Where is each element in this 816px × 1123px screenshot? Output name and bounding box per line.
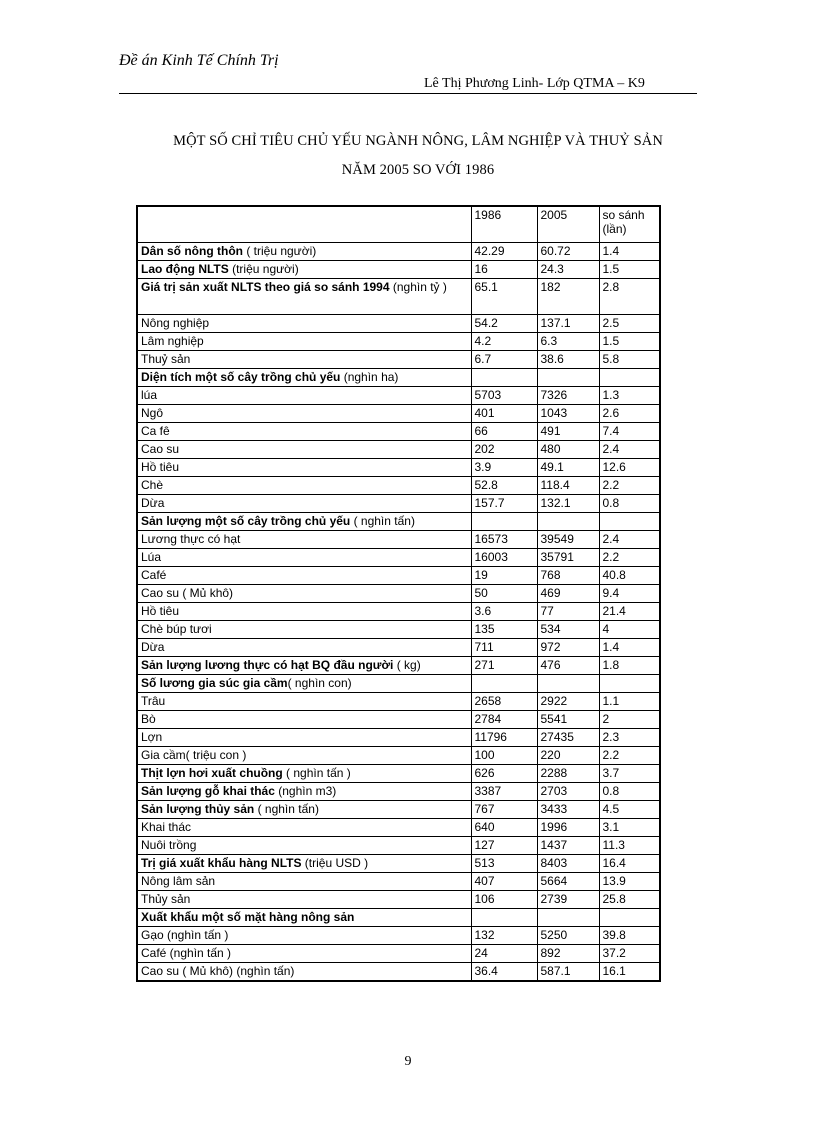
value-1986-cell: 16573 [471, 530, 537, 548]
value-2005-cell: 3433 [537, 800, 599, 818]
ratio-cell: 5.8 [599, 350, 660, 368]
value-2005-cell: 5541 [537, 710, 599, 728]
row-label: lúa [141, 387, 158, 402]
table-row [137, 260, 660, 278]
row-label-cell [137, 872, 471, 890]
ratio-cell: 1.5 [599, 332, 660, 350]
row-label-cell [137, 926, 471, 944]
row-label-cell [137, 368, 471, 386]
table-row [137, 350, 660, 368]
value-2005-cell: 2922 [537, 692, 599, 710]
row-label-cell [137, 476, 471, 494]
value-1986-cell: 3.6 [471, 602, 537, 620]
value-1986-cell: 5703 [471, 386, 537, 404]
value-1986-cell: 202 [471, 440, 537, 458]
value-2005-cell: 118.4 [537, 476, 599, 494]
table-row [137, 332, 660, 350]
value-1986-cell: 711 [471, 638, 537, 656]
table-row [137, 746, 660, 764]
table-row [137, 440, 660, 458]
row-label: Khai thác [141, 819, 192, 834]
row-label: Ngô [141, 405, 164, 420]
ratio-cell: 1.4 [599, 242, 660, 260]
table-row [137, 872, 660, 890]
value-2005-cell: 480 [537, 440, 599, 458]
value-1986-cell: 65.1 [471, 278, 537, 314]
row-unit-note: ( nghìn tấn ) [282, 765, 351, 780]
row-label: Nông nghiệp [141, 315, 210, 330]
value-2005-cell: 892 [537, 944, 599, 962]
row-unit-note: ( nghìn con) [287, 675, 352, 690]
value-2005-cell: 1043 [537, 404, 599, 422]
row-label: Chè [141, 477, 164, 492]
value-1986-cell [471, 908, 537, 926]
table-row [137, 494, 660, 512]
ratio-cell: 3.7 [599, 764, 660, 782]
value-1986-cell [471, 512, 537, 530]
row-label-cell [137, 278, 471, 314]
header-rule [119, 93, 697, 94]
value-1986-cell [471, 368, 537, 386]
row-label-cell [137, 260, 471, 278]
row-label: Sản lượng một số cây trồng chủ yếu [141, 513, 351, 528]
header-cell-ratio: so sánh (lần) [599, 206, 660, 242]
row-label-cell [137, 620, 471, 638]
ratio-cell: 2.8 [599, 278, 660, 314]
value-2005-cell: 220 [537, 746, 599, 764]
table-row [137, 674, 660, 692]
table-header-row [137, 206, 660, 242]
table-row [137, 278, 660, 314]
value-2005-cell: 27435 [537, 728, 599, 746]
value-1986-cell: 135 [471, 620, 537, 638]
ratio-cell: 2.2 [599, 746, 660, 764]
row-unit-note: (nghìn ha) [340, 369, 399, 384]
table-row [137, 764, 660, 782]
ratio-cell: 21.4 [599, 602, 660, 620]
table-row [137, 422, 660, 440]
row-label: Ca fê [141, 423, 170, 438]
ratio-cell: 16.4 [599, 854, 660, 872]
ratio-cell [599, 512, 660, 530]
ratio-cell: 2.4 [599, 440, 660, 458]
table-row [137, 512, 660, 530]
value-1986-cell: 626 [471, 764, 537, 782]
ratio-cell: 13.9 [599, 872, 660, 890]
row-label: Số lương gia súc gia cầm [141, 675, 288, 690]
row-label: Thuỷ sản [141, 351, 191, 366]
row-label: Bò [141, 711, 156, 726]
ratio-cell: 2.2 [599, 476, 660, 494]
value-1986-cell: 127 [471, 836, 537, 854]
ratio-cell: 40.8 [599, 566, 660, 584]
ratio-cell: 7.4 [599, 422, 660, 440]
value-1986-cell: 11796 [471, 728, 537, 746]
value-2005-cell: 1996 [537, 818, 599, 836]
table-row [137, 926, 660, 944]
row-label-cell [137, 908, 471, 926]
value-1986-cell: 42.29 [471, 242, 537, 260]
row-label: Thủy sản [141, 891, 191, 906]
row-label-cell [137, 692, 471, 710]
value-2005-cell: 469 [537, 584, 599, 602]
row-label-cell [137, 386, 471, 404]
row-unit-note: (triệu USD ) [301, 855, 369, 870]
value-1986-cell: 50 [471, 584, 537, 602]
row-label: Xuất khẩu một số mặt hàng nông sản [141, 909, 355, 924]
row-label-cell [137, 566, 471, 584]
value-1986-cell: 24 [471, 944, 537, 962]
table-title-line-1: MỘT SỐ CHỈ TIÊU CHỦ YẾU NGÀNH NÔNG, LÂM NGHIỆP VÀ THUỶ SẢN [173, 133, 663, 149]
value-2005-cell: 5664 [537, 872, 599, 890]
row-label: Thịt lợn hơi xuất chuồng [141, 765, 283, 780]
row-label: Gia cầm( triệu con ) [141, 747, 247, 762]
row-label: Sản lượng gỗ khai thác [141, 783, 275, 798]
row-label: Cao su [141, 441, 180, 456]
table-row [137, 800, 660, 818]
value-1986-cell: 2658 [471, 692, 537, 710]
ratio-cell: 1.4 [599, 638, 660, 656]
value-2005-cell: 132.1 [537, 494, 599, 512]
table-row [137, 782, 660, 800]
table-row [137, 566, 660, 584]
ratio-cell [599, 908, 660, 926]
table-row [137, 890, 660, 908]
value-2005-cell [537, 512, 599, 530]
value-1986-cell: 271 [471, 656, 537, 674]
ratio-cell: 1.1 [599, 692, 660, 710]
row-label-cell [137, 746, 471, 764]
row-label: Nuôi trồng [141, 837, 197, 852]
ratio-cell: 9.4 [599, 584, 660, 602]
value-2005-cell: 1437 [537, 836, 599, 854]
value-2005-cell: 476 [537, 656, 599, 674]
row-label-cell [137, 422, 471, 440]
value-1986-cell: 36.4 [471, 962, 537, 981]
indicator-table [136, 205, 661, 982]
table-row [137, 476, 660, 494]
ratio-cell: 39.8 [599, 926, 660, 944]
value-2005-cell: 5250 [537, 926, 599, 944]
row-label: Cao su ( Mủ khô) (nghìn tấn) [141, 963, 295, 978]
table-row [137, 638, 660, 656]
row-label-cell [137, 242, 471, 260]
row-label: Sản lượng thủy sản [141, 801, 255, 816]
value-2005-cell: 38.6 [537, 350, 599, 368]
ratio-cell: 4 [599, 620, 660, 638]
ratio-cell: 12.6 [599, 458, 660, 476]
row-label-cell [137, 656, 471, 674]
value-2005-cell: 972 [537, 638, 599, 656]
row-label-cell [137, 494, 471, 512]
value-1986-cell: 4.2 [471, 332, 537, 350]
value-2005-cell [537, 908, 599, 926]
row-label-cell [137, 800, 471, 818]
value-2005-cell: 7326 [537, 386, 599, 404]
value-1986-cell: 157.7 [471, 494, 537, 512]
value-2005-cell: 35791 [537, 548, 599, 566]
table-title-line-2: NĂM 2005 SO VỚI 1986 [341, 162, 495, 178]
value-1986-cell: 19 [471, 566, 537, 584]
row-label-cell [137, 314, 471, 332]
row-label-cell [137, 530, 471, 548]
table-row [137, 458, 660, 476]
table-row [137, 728, 660, 746]
row-label-cell [137, 548, 471, 566]
row-label-cell [137, 764, 471, 782]
value-1986-cell: 3.9 [471, 458, 537, 476]
row-label-cell [137, 728, 471, 746]
row-label: Café [141, 567, 167, 582]
row-label-cell [137, 854, 471, 872]
value-1986-cell [471, 674, 537, 692]
value-1986-cell: 132 [471, 926, 537, 944]
row-label: Giá trị sản xuất NLTS theo giá so sánh 1994 [141, 279, 390, 294]
row-label-cell [137, 584, 471, 602]
ratio-cell: 2 [599, 710, 660, 728]
value-1986-cell: 407 [471, 872, 537, 890]
table-row [137, 656, 660, 674]
table-row [137, 242, 660, 260]
value-1986-cell: 767 [471, 800, 537, 818]
value-1986-cell: 52.8 [471, 476, 537, 494]
value-2005-cell: 491 [537, 422, 599, 440]
value-1986-cell: 640 [471, 818, 537, 836]
ratio-cell: 1.5 [599, 260, 660, 278]
row-label: Diện tích một số cây trồng chủ yếu [141, 369, 341, 384]
ratio-cell [599, 674, 660, 692]
value-1986-cell: 2784 [471, 710, 537, 728]
ratio-cell: 2.6 [599, 404, 660, 422]
value-2005-cell: 534 [537, 620, 599, 638]
row-label-cell [137, 350, 471, 368]
header-cell-1986: 1986 [471, 206, 537, 242]
ratio-cell: 37.2 [599, 944, 660, 962]
value-2005-cell: 2703 [537, 782, 599, 800]
row-label-cell [137, 710, 471, 728]
ratio-cell: 25.8 [599, 890, 660, 908]
value-2005-cell: 2739 [537, 890, 599, 908]
row-label-cell [137, 602, 471, 620]
row-label-cell [137, 638, 471, 656]
value-1986-cell: 54.2 [471, 314, 537, 332]
table-row [137, 386, 660, 404]
row-label-cell [137, 332, 471, 350]
row-label-cell [137, 890, 471, 908]
value-2005-cell: 768 [537, 566, 599, 584]
row-label: Sản lượng lương thực có hạt BQ đầu người [141, 657, 394, 672]
row-label: Dừa [141, 639, 165, 654]
row-unit-note: ( triệu người) [242, 243, 317, 258]
value-1986-cell: 513 [471, 854, 537, 872]
row-label-cell [137, 818, 471, 836]
table-row [137, 584, 660, 602]
row-unit-note: ( nghìn tấn) [254, 801, 319, 816]
table-row [137, 854, 660, 872]
ratio-cell: 4.5 [599, 800, 660, 818]
row-unit-note: ( kg) [393, 657, 421, 672]
ratio-cell: 3.1 [599, 818, 660, 836]
row-label: Lương thực có hạt [141, 531, 241, 546]
row-label: Cao su ( Mủ khô) [141, 585, 234, 600]
value-2005-cell [537, 368, 599, 386]
table-row [137, 404, 660, 422]
table-row [137, 620, 660, 638]
row-label-cell [137, 404, 471, 422]
row-label: Café (nghìn tấn ) [141, 945, 232, 960]
table-row [137, 710, 660, 728]
ratio-cell: 2.3 [599, 728, 660, 746]
table-row [137, 368, 660, 386]
table-row [137, 908, 660, 926]
value-2005-cell [537, 674, 599, 692]
row-label-cell [137, 512, 471, 530]
value-2005-cell: 137.1 [537, 314, 599, 332]
row-label: Chè búp tươi [141, 621, 212, 636]
ratio-cell: 1.8 [599, 656, 660, 674]
table-row [137, 548, 660, 566]
header-cell-label [137, 206, 471, 242]
ratio-cell: 11.3 [599, 836, 660, 854]
row-label: Trâu [141, 693, 166, 708]
ratio-cell: 1.3 [599, 386, 660, 404]
document-title-header: Đề án Kinh Tế Chính Trị [119, 52, 279, 69]
row-label: Hồ tiêu [141, 603, 180, 618]
row-label: Hồ tiêu [141, 459, 180, 474]
row-label-cell [137, 674, 471, 692]
value-1986-cell: 401 [471, 404, 537, 422]
row-label-cell [137, 962, 471, 981]
row-label: Lao động NLTS [141, 261, 229, 276]
value-1986-cell: 3387 [471, 782, 537, 800]
row-label-cell [137, 440, 471, 458]
table-row [137, 836, 660, 854]
row-label: Gạo (nghìn tấn ) [141, 927, 229, 942]
row-label: Nông lâm sản [141, 873, 216, 888]
value-2005-cell: 49.1 [537, 458, 599, 476]
row-label-cell [137, 782, 471, 800]
row-unit-note: ( nghìn tấn) [350, 513, 415, 528]
row-unit-note: (nghìn m3) [274, 783, 337, 798]
row-label: Dừa [141, 495, 165, 510]
value-2005-cell: 24.3 [537, 260, 599, 278]
value-2005-cell: 8403 [537, 854, 599, 872]
value-2005-cell: 587.1 [537, 962, 599, 981]
value-2005-cell: 39549 [537, 530, 599, 548]
ratio-cell: 16.1 [599, 962, 660, 981]
table-row [137, 314, 660, 332]
ratio-cell [599, 368, 660, 386]
table-row [137, 818, 660, 836]
ratio-cell: 0.8 [599, 782, 660, 800]
value-2005-cell: 6.3 [537, 332, 599, 350]
table-row [137, 944, 660, 962]
value-2005-cell: 182 [537, 278, 599, 314]
row-label-cell [137, 458, 471, 476]
row-label: Trị giá xuất khẩu hàng NLTS [141, 855, 302, 870]
value-1986-cell: 106 [471, 890, 537, 908]
ratio-cell: 2.2 [599, 548, 660, 566]
table-row [137, 692, 660, 710]
page-number: 9 [404, 1054, 412, 1069]
row-label-cell [137, 836, 471, 854]
table-row [137, 602, 660, 620]
row-label: Lâm nghiệp [141, 333, 204, 348]
value-1986-cell: 16 [471, 260, 537, 278]
row-label-cell [137, 944, 471, 962]
row-unit-note: (triệu người) [228, 261, 299, 276]
value-1986-cell: 6.7 [471, 350, 537, 368]
row-unit-note: (nghìn tỷ ) [389, 279, 447, 294]
value-2005-cell: 60.72 [537, 242, 599, 260]
value-1986-cell: 66 [471, 422, 537, 440]
table-row [137, 530, 660, 548]
row-label: Lợn [141, 729, 163, 744]
value-1986-cell: 16003 [471, 548, 537, 566]
row-label: Dân số nông thôn [141, 243, 243, 258]
value-1986-cell: 100 [471, 746, 537, 764]
author-header: Lê Thị Phương Linh- Lớp QTMA – K9 [424, 76, 645, 91]
ratio-cell: 2.5 [599, 314, 660, 332]
row-label: Lúa [141, 549, 162, 564]
ratio-cell: 0.8 [599, 494, 660, 512]
value-2005-cell: 77 [537, 602, 599, 620]
ratio-cell: 2.4 [599, 530, 660, 548]
table-row [137, 962, 660, 981]
header-cell-2005: 2005 [537, 206, 599, 242]
value-2005-cell: 2288 [537, 764, 599, 782]
